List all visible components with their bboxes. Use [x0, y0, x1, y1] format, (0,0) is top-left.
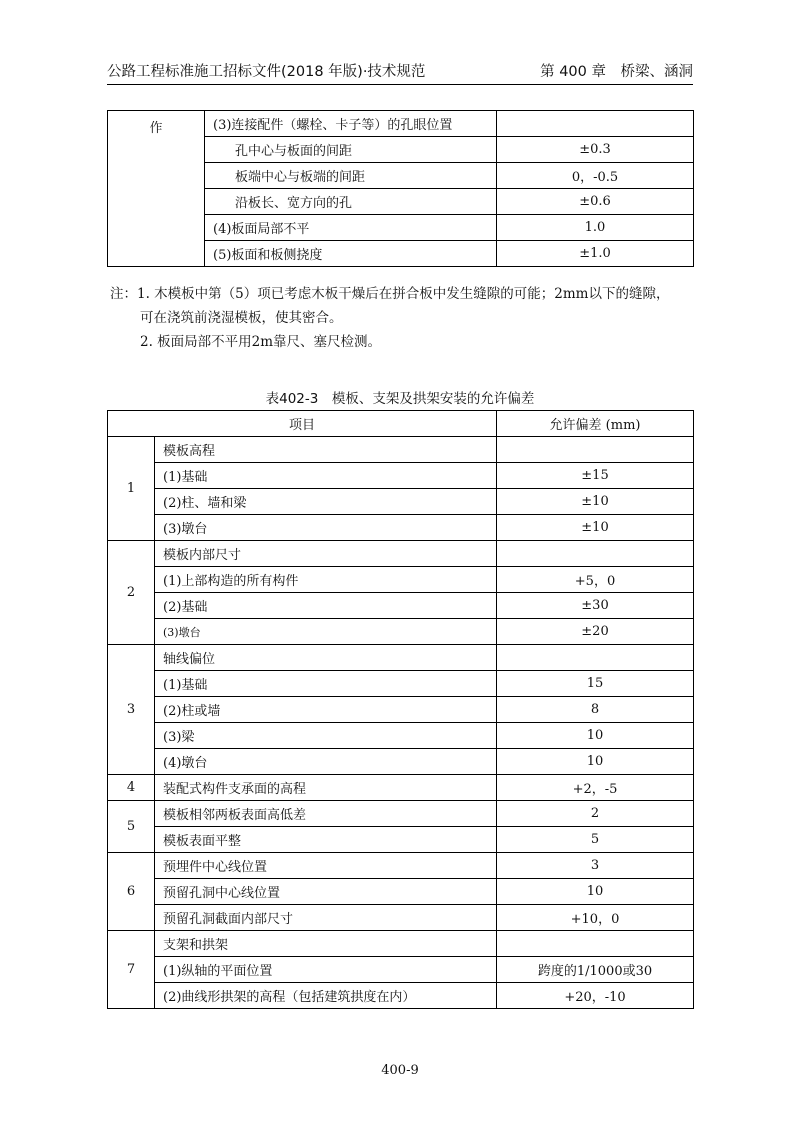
group-number: 7: [108, 931, 155, 1009]
value-cell: 10: [497, 749, 694, 775]
value-cell: [497, 111, 694, 137]
item-cell: 沿板长、宽方向的孔: [205, 189, 497, 215]
table-row: [108, 749, 694, 775]
item-cell: 模板高程: [155, 437, 497, 463]
item-cell: (4)板面局部不平: [205, 215, 497, 241]
table-row: [108, 619, 694, 645]
value-cell: 3: [497, 853, 694, 879]
value-cell: +5，0: [497, 567, 694, 593]
item-cell: (2)柱、墙和梁: [155, 489, 497, 515]
tolerance-table-continued: [107, 110, 694, 267]
item-cell: (2)曲线形拱架的高程（包括建筑拱度在内）: [155, 983, 497, 1009]
item-cell: 装配式构件支承面的高程: [155, 775, 497, 801]
table-row: [108, 645, 694, 671]
value-cell: ±1.0: [497, 241, 694, 267]
table-row: [108, 671, 694, 697]
table-row: [108, 801, 694, 827]
item-cell: (1)上部构造的所有构件: [155, 567, 497, 593]
item-cell: (3)墩台: [155, 619, 497, 645]
group-number: 1: [108, 437, 155, 541]
value-cell: 15: [497, 671, 694, 697]
item-cell: (4)墩台: [155, 749, 497, 775]
item-cell: (1)基础: [155, 463, 497, 489]
header-chapter: 第 400 章 桥梁、涵洞: [540, 64, 693, 80]
item-cell: (5)板面和板侧挠度: [205, 241, 497, 267]
item-cell: 板端中心与板端的间距: [205, 163, 497, 189]
value-cell: [497, 645, 694, 671]
item-cell: 轴线偏位: [155, 645, 497, 671]
value-cell: ±30: [497, 593, 694, 619]
table-header-row: [108, 411, 694, 437]
item-cell: (3)连接配件（螺栓、卡子等）的孔眼位置: [205, 111, 497, 137]
value-cell: +20，-10: [497, 983, 694, 1009]
table-row: [108, 593, 694, 619]
note-line: 可在浇筑前浇湿模板，使其密合。: [140, 310, 343, 326]
header-title: 公路工程标准施工招标文件(2018 年版)·技术规范: [107, 64, 426, 80]
table-row: [108, 489, 694, 515]
table-notes: [110, 282, 669, 354]
value-cell: ±0.6: [497, 189, 694, 215]
category-cell: 作: [108, 111, 205, 267]
header-rule: [107, 84, 693, 85]
table-row: [108, 437, 694, 463]
group-number: 4: [108, 775, 155, 801]
column-header-value: 允许偏差 (mm): [497, 411, 694, 437]
value-cell: [497, 931, 694, 957]
item-cell: 预留孔洞截面内部尺寸: [155, 905, 497, 931]
value-cell: 5: [497, 827, 694, 853]
value-cell: 10: [497, 879, 694, 905]
value-cell: +10，0: [497, 905, 694, 931]
item-cell: 模板表面平整: [155, 827, 497, 853]
formwork-tolerance-table: [107, 410, 694, 1009]
table-row: [108, 775, 694, 801]
table-row: [108, 463, 694, 489]
value-cell: ±10: [497, 515, 694, 541]
note-line: 注：1. 木模板中第（5）项已考虑木板干燥后在拼合板中发生缝隙的可能；2mm以下的缝隙，: [110, 286, 670, 302]
page-number: 400-9: [381, 1063, 419, 1078]
group-number: 5: [108, 801, 155, 853]
table-row: [108, 111, 694, 137]
table-row: [108, 853, 694, 879]
value-cell: ±0.3: [497, 137, 694, 163]
value-cell: ±10: [497, 489, 694, 515]
table-row: [108, 541, 694, 567]
value-cell: ±15: [497, 463, 694, 489]
value-cell: +2，-5: [497, 775, 694, 801]
value-cell: 10: [497, 723, 694, 749]
table-row: [108, 879, 694, 905]
value-cell: 0，-0.5: [497, 163, 694, 189]
table-caption: 表402-3 模板、支架及拱架安装的允许偏差: [265, 391, 535, 407]
table-row: [108, 905, 694, 931]
table-row: [108, 697, 694, 723]
item-cell: (2)基础: [155, 593, 497, 619]
value-cell: 跨度的1/1000或30: [497, 957, 694, 983]
group-number: 6: [108, 853, 155, 931]
group-number: 2: [108, 541, 155, 645]
value-cell: 8: [497, 697, 694, 723]
table-row: [108, 827, 694, 853]
item-cell: (3)墩台: [155, 515, 497, 541]
value-cell: [497, 437, 694, 463]
table-row: [108, 983, 694, 1009]
table-row: [108, 567, 694, 593]
item-cell: 模板相邻两板表面高低差: [155, 801, 497, 827]
table-row: [108, 931, 694, 957]
note-line: 2. 板面局部不平用2m靠尺、塞尺检测。: [140, 334, 382, 350]
column-header-item: 项目: [108, 411, 497, 437]
table-row: [108, 515, 694, 541]
item-cell: (3)梁: [155, 723, 497, 749]
item-cell: 模板内部尺寸: [155, 541, 497, 567]
item-cell: (1)纵轴的平面位置: [155, 957, 497, 983]
value-cell: 1.0: [497, 215, 694, 241]
value-cell: 2: [497, 801, 694, 827]
item-cell: (2)柱或墙: [155, 697, 497, 723]
item-cell: (1)基础: [155, 671, 497, 697]
item-cell: 支架和拱架: [155, 931, 497, 957]
group-number: 3: [108, 645, 155, 775]
value-cell: [497, 541, 694, 567]
item-cell: 孔中心与板面的间距: [205, 137, 497, 163]
item-cell: 预留孔洞中心线位置: [155, 879, 497, 905]
item-cell: 预埋件中心线位置: [155, 853, 497, 879]
table-row: [108, 723, 694, 749]
table-row: [108, 957, 694, 983]
value-cell: ±20: [497, 619, 694, 645]
